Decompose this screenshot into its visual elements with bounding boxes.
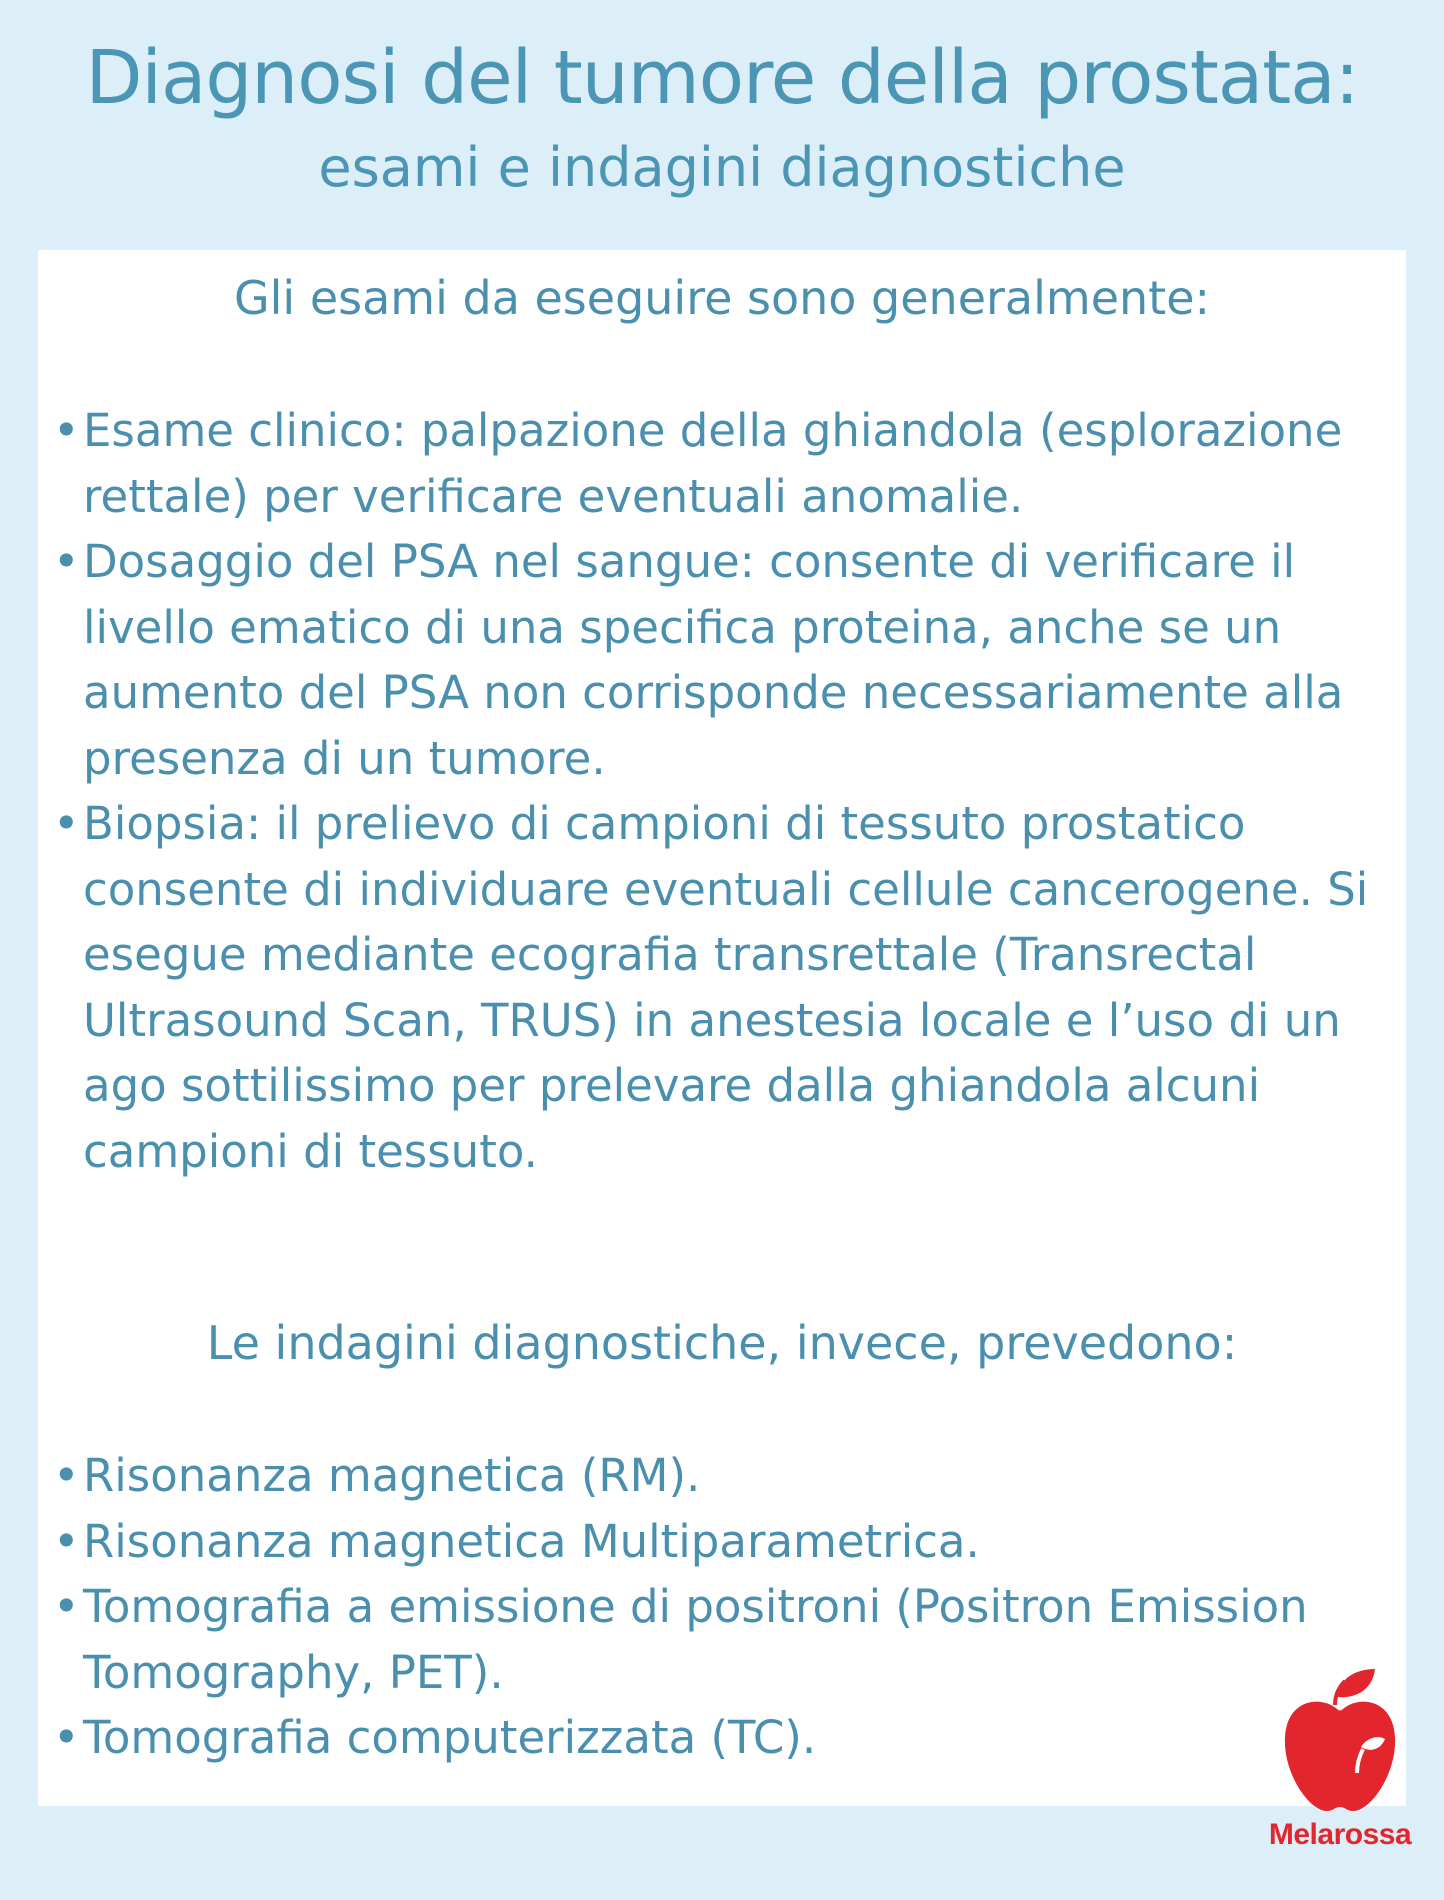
page-title: Diagnosi del tumore della prostata: [85,35,1359,121]
brand-name: Melarossa [1268,1818,1412,1851]
bullet-icon: • [53,404,80,457]
content-card [38,250,1406,1806]
list-item-text: Tomografia computerizzata (TC). [83,1711,817,1764]
bullet-icon: • [53,1580,80,1633]
list-item-text: Risonanza magnetica (RM). [83,1449,701,1502]
list-item [53,529,1398,791]
list-item-text: Biopsia: il prelievo di campioni di tessuto prostatico consente di individuare eventuali cellule cancerogene. Si esegue mediante ecografia transrettale (Transrectal Ultrasound Scan, TRUS) in anestesia locale e l’uso di un ago sottilissimo per prelevare dalla ghiandola alcuni campioni di tessuto. [83,797,1369,1178]
page-subtitle: esami e indagini diagnostiche [318,136,1126,199]
brand-logo [1255,1665,1425,1875]
list-item-text: Dosaggio del PSA nel sangue: consente di verificare il livello ematico di una specifica proteina, anche se un aumento del PSA non corrisponde necessariamente alla presenza di un tumore. [83,535,1344,785]
list-item [53,1443,1398,1509]
list-item-text: Risonanza magnetica Multiparametrica. [83,1514,980,1568]
list-item [53,1509,1398,1575]
list-item-text: Esame clinico: palpazione della ghiandola (esplorazione rettale) per verificare eventuali anomalie. [83,404,1343,523]
bullet-icon: • [53,535,80,588]
investigations-intro: Le indagini diagnostiche, invece, prevedono: [206,1316,1238,1370]
exams-list [53,398,1398,1184]
bullet-icon: • [53,1514,80,1568]
bullet-icon: • [53,797,80,850]
bullet-icon: • [53,1449,80,1502]
apple-icon [1279,1665,1401,1815]
list-item-text: Tomografia a emissione di positroni (Positron Emission Tomography, PET). [83,1580,1308,1699]
exams-intro: Gli esami da eseguire sono generalmente: [234,271,1210,325]
investigations-list [53,1443,1398,1771]
list-item [53,398,1398,529]
list-item [53,791,1398,1184]
list-item [53,1574,1398,1705]
bullet-icon: • [53,1711,80,1764]
list-item [53,1705,1398,1771]
